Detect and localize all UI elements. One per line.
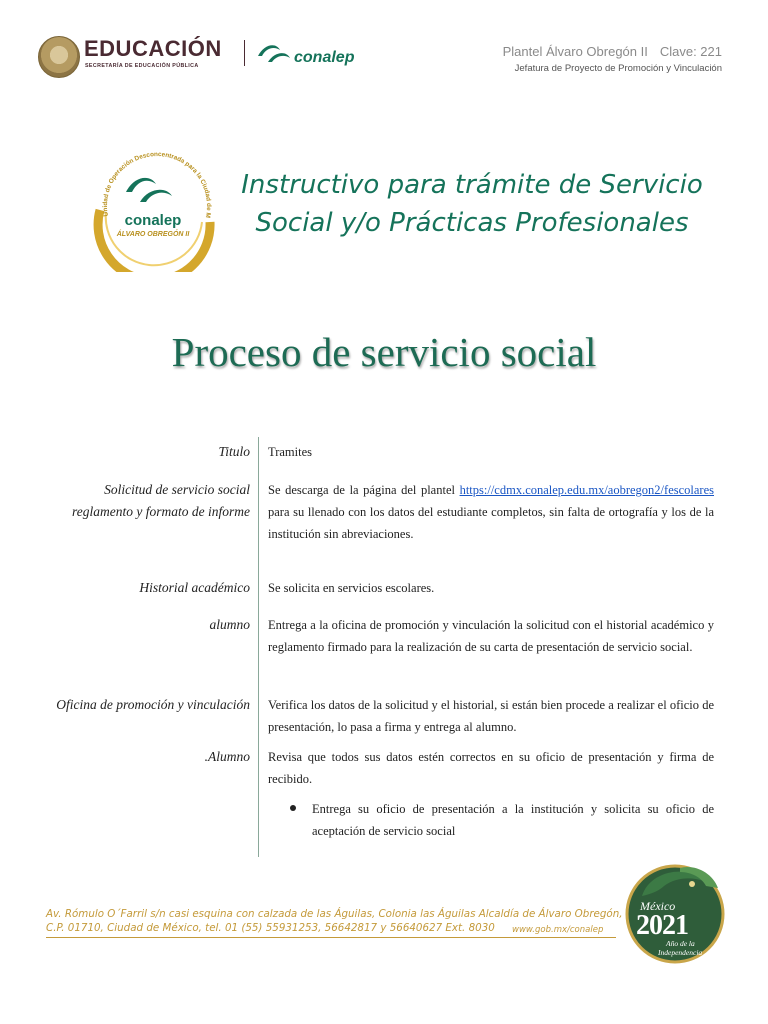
solicitud-text-suffix: para su llenado con los datos del estudiante completos, sin falta de ortografía y los de la institución sin abreviaciones. xyxy=(268,505,714,541)
bullet-item: Entrega su oficio de presentación a la institución y solicita su oficio de aceptación de servicio social xyxy=(312,802,714,838)
row-label-alumno: alumno xyxy=(209,617,250,632)
page-title: Proceso de servicio social xyxy=(171,329,597,375)
footer-address-line2: C.P. 01710, Ciudad de México, tel. 01 (55) 55931253, 56642817 y 56640627 Ext. 8030 xyxy=(46,922,495,934)
plantel-name: Plantel Álvaro Obregón II xyxy=(502,44,648,59)
solicitud-text-prefix: Se descarga de la página del plantel xyxy=(268,483,455,497)
instructivo-title-line2: Social y/o Prácticas Profesionales xyxy=(255,208,689,238)
badge-year: 2021 xyxy=(636,910,688,941)
bullet-icon xyxy=(290,805,296,811)
header-divider xyxy=(244,40,245,66)
conalep-wordmark: conalep xyxy=(294,49,355,66)
plantel-info xyxy=(503,44,722,59)
footer-website: www.gob.mx/conalep xyxy=(512,925,604,935)
badge-line1: Año de la xyxy=(666,939,695,948)
row-value-alumno-2: Revisa que todos sus datos estén correctos en su oficio de presentación y firma de recibido. xyxy=(268,750,714,786)
row-label-solicitud xyxy=(40,479,250,523)
conalep-campus-emblem xyxy=(88,130,218,272)
row-value-solicitud xyxy=(268,479,714,545)
row-label-oficina: Oficina de promoción y vinculación xyxy=(56,697,250,712)
row-value-historial: Se solicita en servicios escolares. xyxy=(268,581,435,595)
row-value-oficina: Verifica los datos de la solicitud y el historial, si están bien procede a realizar el oficio de presentación, lo pasa a firma y entrega al alumno. xyxy=(268,698,714,734)
emblem-brand: conalep xyxy=(124,212,182,229)
row-label-historial: Historial académico xyxy=(139,580,250,595)
row-value-titulo: Tramites xyxy=(268,445,312,459)
row-label-titulo: Titulo xyxy=(218,444,250,459)
national-seal-icon xyxy=(38,36,80,78)
emblem-campus: ÁLVARO OBREGÓN II xyxy=(116,231,190,238)
badge-line2: Independencia xyxy=(658,948,703,957)
ministry-title: EDUCACIÓN xyxy=(84,36,222,61)
footer-address-line1: Av. Rómulo O´Farril s/n casi esquina con calzada de las Águilas, Colonia las Águilas Alcaldía de Álvaro Obregón, xyxy=(46,908,623,920)
footer-rule xyxy=(46,937,616,938)
row-value-alumno: Entrega a la oficina de promoción y vinculación la solicitud con el historial académico y reglamento firmado para la realización de su carta de presentación de servicio social. xyxy=(268,618,714,654)
fescolares-link[interactable]: https://cdmx.conalep.edu.mx/aobregon2/fescolares xyxy=(459,483,714,497)
instructivo-title xyxy=(222,166,722,242)
badge-country: México xyxy=(640,899,676,913)
department-name: Jefatura de Proyecto de Promoción y Vinculación xyxy=(514,63,722,74)
plantel-clave: Clave: 221 xyxy=(659,44,722,59)
conalep-logo-icon xyxy=(256,40,292,66)
row-label-solicitud-line2: reglamento y formato de informe xyxy=(72,504,250,519)
table-column-divider xyxy=(258,437,259,857)
emblem-ring-text: Unidad de Operación Desconcentrada para la Ciudad de M xyxy=(101,151,213,219)
instructivo-title-line1: Instructivo para trámite de Servicio xyxy=(241,170,703,200)
row-label-solicitud-line1: Solicitud de servicio social xyxy=(104,482,250,497)
row-label-alumno-2: .Alumno xyxy=(204,749,250,764)
ministry-subtitle: SECRETARÍA DE EDUCACIÓN PÚBLICA xyxy=(85,63,199,69)
